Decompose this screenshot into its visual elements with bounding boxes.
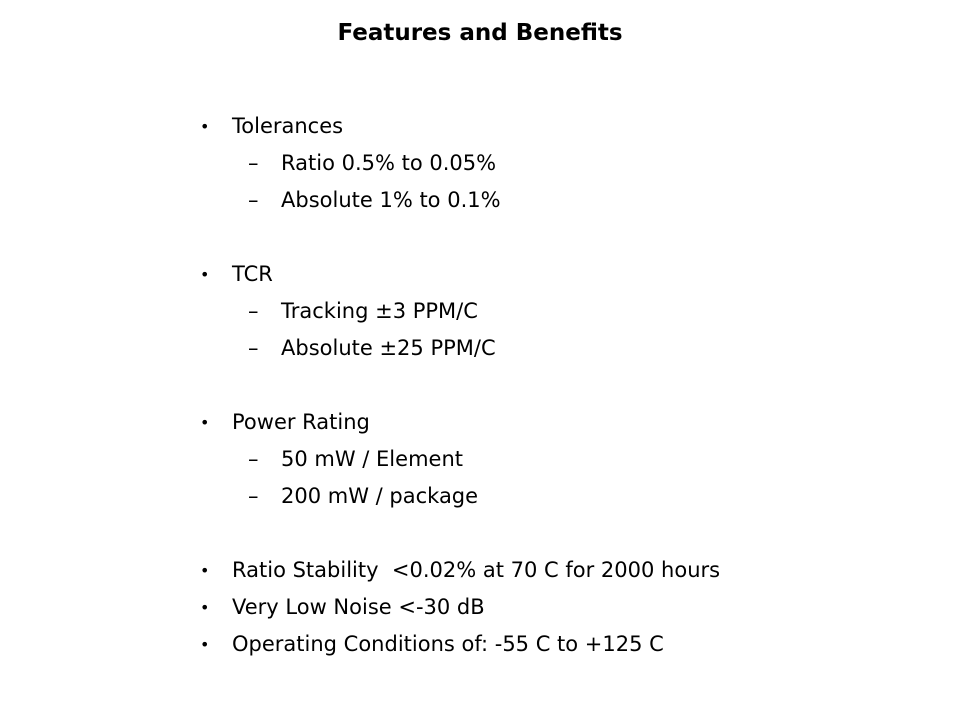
bullet-item-tolerances bbox=[200, 108, 900, 145]
bullet-item-low-noise bbox=[200, 589, 900, 626]
dash-icon: – bbox=[248, 447, 259, 471]
sub-item bbox=[200, 293, 900, 330]
sub-item bbox=[200, 182, 900, 219]
bullet-item-ratio-stability bbox=[200, 552, 900, 589]
bullet-label: Tolerances bbox=[232, 114, 344, 138]
sub-item-label: 50 mW / Element bbox=[281, 447, 463, 471]
dash-icon: – bbox=[248, 188, 259, 212]
bullet-label: Ratio Stability <0.02% at 70 C for 2000 hours bbox=[232, 558, 721, 582]
sub-item-label: Ratio 0.5% to 0.05% bbox=[281, 151, 497, 175]
bullet-label: Operating Conditions of: -55 C to +125 C bbox=[232, 632, 664, 656]
bullet-list bbox=[200, 108, 900, 663]
slide-title: Features and Benefits bbox=[337, 20, 623, 46]
bullet-label: TCR bbox=[232, 262, 273, 286]
bullet-icon: • bbox=[200, 598, 210, 617]
bullet-item-operating-conditions bbox=[200, 626, 900, 663]
dash-icon: – bbox=[248, 336, 259, 360]
dash-icon: – bbox=[248, 151, 259, 175]
bullet-icon: • bbox=[200, 561, 210, 580]
dash-icon: – bbox=[248, 299, 259, 323]
dash-icon: – bbox=[248, 484, 259, 508]
sub-item-label: 200 mW / package bbox=[281, 484, 479, 508]
bullet-icon: • bbox=[200, 265, 210, 284]
sub-item-label: Absolute 1% to 0.1% bbox=[281, 188, 501, 212]
sub-item bbox=[200, 441, 900, 478]
bullet-icon: • bbox=[200, 117, 210, 136]
bullet-item-tcr bbox=[200, 256, 900, 293]
sub-item bbox=[200, 330, 900, 367]
sub-item-label: Tracking ±3 PPM/C bbox=[281, 299, 478, 323]
bullet-label: Very Low Noise <-30 dB bbox=[232, 595, 485, 619]
bullet-item-power-rating bbox=[200, 404, 900, 441]
bullet-label: Power Rating bbox=[232, 410, 370, 434]
sub-item bbox=[200, 478, 900, 515]
bullet-icon: • bbox=[200, 413, 210, 432]
sub-item bbox=[200, 145, 900, 182]
bullet-icon: • bbox=[200, 635, 210, 654]
sub-item-label: Absolute ±25 PPM/C bbox=[281, 336, 496, 360]
